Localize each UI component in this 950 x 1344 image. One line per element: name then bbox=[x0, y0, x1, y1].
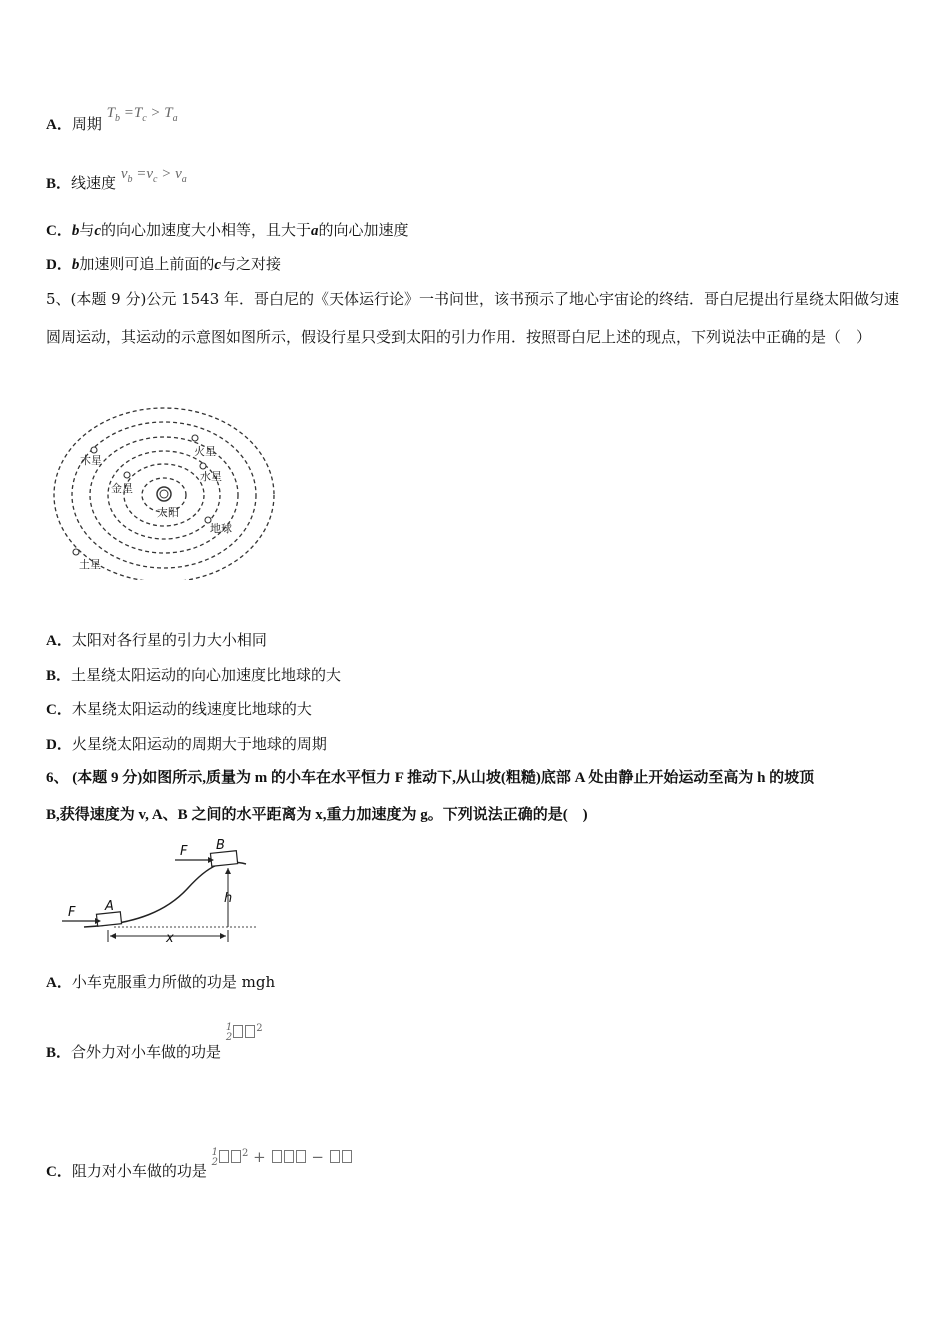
frac-num: 1 bbox=[225, 1022, 233, 1033]
var-b: b bbox=[71, 257, 80, 273]
option-label: C． bbox=[46, 1164, 72, 1180]
option-label: A． bbox=[46, 975, 72, 991]
option-text: 线速度 bbox=[71, 174, 117, 192]
option-text: 木星绕太阳运动的线速度比地球的大 bbox=[71, 700, 312, 718]
option-text: 太阳对各行星的引力大小相同 bbox=[71, 631, 267, 649]
option-label: C． bbox=[46, 702, 72, 718]
mercury-label: 水星 bbox=[200, 470, 222, 483]
frac-den: 2 bbox=[225, 1032, 233, 1043]
solar-system-figure bbox=[48, 398, 280, 580]
var-c: c bbox=[214, 257, 222, 273]
q4-option-a bbox=[46, 105, 178, 141]
mars-dot bbox=[192, 435, 198, 441]
option-text: 火星绕太阳运动的周期大于地球的周期 bbox=[71, 735, 327, 753]
option-label: B． bbox=[46, 668, 72, 684]
superscript: 2 bbox=[242, 1148, 249, 1159]
text-seg: 与 bbox=[79, 221, 95, 239]
frac-den: 2 bbox=[211, 1157, 219, 1168]
text-seg: 的向心加速度大小相等，且大于 bbox=[101, 221, 312, 239]
option-text: 阻力对小车做的功是 bbox=[71, 1162, 207, 1180]
q6-stem-line1: 6、 (本题 9 分)如图所示,质量为 m 的小车在水平恒力 F 推动下,从山坡(粗糙)底部 A 处由静止开始运动至高为 h 的坡顶 bbox=[46, 770, 815, 786]
label-x: x bbox=[166, 931, 174, 946]
option-text: 小车克服重力所做的功是 mgh bbox=[71, 973, 276, 991]
label-f-a: F bbox=[68, 905, 76, 920]
q4-option-c bbox=[46, 220, 409, 241]
symbol-box bbox=[231, 1150, 241, 1163]
q5-stem: 5、(本题 9 分)公元 1543 年．哥白尼的《天体运行论》一书问世，该书预示了地心宇宙论的终结．哥白尼提出行星绕太阳做匀速圆周运动，其运动的示意图如图所示，假设行星只受到太阳的引力作用．按照哥白尼上述的现点，下列说法中正确的是（ ） bbox=[46, 290, 900, 346]
var-b: b bbox=[71, 223, 80, 239]
label-b: B bbox=[216, 838, 225, 853]
option-text: 土星绕太阳运动的向心加速度比地球的大 bbox=[71, 666, 342, 684]
q5-option-c bbox=[46, 699, 312, 720]
minus-sign: − bbox=[311, 1148, 324, 1166]
symbol-box bbox=[284, 1150, 294, 1163]
symbol-box bbox=[342, 1150, 352, 1163]
velocity-formula: $v_b =v_c > v_a$ bbox=[120, 166, 187, 185]
superscript: 2 bbox=[256, 1023, 263, 1034]
q5-option-b bbox=[46, 665, 341, 686]
cart-b bbox=[210, 851, 237, 867]
sun-icon bbox=[157, 487, 171, 501]
option-text: 周期 bbox=[71, 115, 102, 133]
period-formula: $T_b =T_c > T_a$ bbox=[106, 105, 178, 124]
option-label: D． bbox=[46, 257, 72, 273]
option-label: A． bbox=[46, 633, 72, 649]
sun-label: 太阳 bbox=[157, 506, 179, 519]
text-seg: 与之对接 bbox=[221, 255, 282, 273]
text-seg: 的向心加速度 bbox=[318, 221, 409, 239]
x-arrow-right bbox=[220, 933, 226, 939]
symbol-box bbox=[233, 1025, 243, 1038]
q6-stem-line2: B,获得速度为 v, A、B 之间的水平距离为 x,重力加速度为 g。下列说法正确的是( ) bbox=[46, 807, 588, 823]
option-text: 合外力对小车做的功是 bbox=[71, 1043, 222, 1061]
label-a: A bbox=[105, 899, 114, 914]
symbol-box bbox=[330, 1150, 340, 1163]
earth-label: 地球 bbox=[210, 522, 232, 535]
symbol-box bbox=[296, 1150, 306, 1163]
q4-option-b bbox=[46, 166, 187, 200]
label-h: h bbox=[224, 891, 233, 906]
option-label: B． bbox=[46, 1045, 72, 1061]
jupiter-dot bbox=[91, 447, 97, 453]
q5-option-a bbox=[46, 630, 267, 651]
height-arrowhead bbox=[225, 868, 231, 874]
venus-dot bbox=[124, 472, 130, 478]
var-a: a bbox=[311, 223, 319, 239]
label-f-b: F bbox=[180, 844, 188, 859]
plus-sign: + bbox=[253, 1148, 266, 1166]
mars-label: 火星 bbox=[194, 445, 216, 458]
q4-option-d bbox=[46, 254, 281, 275]
symbol-box bbox=[219, 1150, 229, 1163]
saturn-dot bbox=[73, 549, 79, 555]
work-formula-b bbox=[226, 1023, 263, 1041]
option-label: A． bbox=[46, 117, 72, 133]
x-arrow-left bbox=[110, 933, 116, 939]
option-label: B． bbox=[46, 176, 72, 192]
mercury-dot bbox=[200, 463, 206, 469]
var-c: c bbox=[94, 223, 102, 239]
slope-figure bbox=[58, 838, 262, 950]
venus-label: 金星 bbox=[111, 482, 133, 495]
option-label: C． bbox=[46, 223, 72, 239]
saturn-label: 土星 bbox=[79, 558, 101, 571]
q6-option-a bbox=[46, 972, 275, 993]
q6-option-b bbox=[46, 1022, 263, 1063]
work-formula-c bbox=[212, 1148, 353, 1166]
q6-option-c bbox=[46, 1147, 353, 1182]
option-label: D． bbox=[46, 737, 72, 753]
symbol-box bbox=[245, 1025, 255, 1038]
frac-num: 1 bbox=[211, 1147, 219, 1158]
symbol-box bbox=[272, 1150, 282, 1163]
q5-option-d bbox=[46, 734, 327, 755]
jupiter-label: 木星 bbox=[80, 454, 102, 467]
text-seg: 加速则可追上前面的 bbox=[79, 255, 215, 273]
